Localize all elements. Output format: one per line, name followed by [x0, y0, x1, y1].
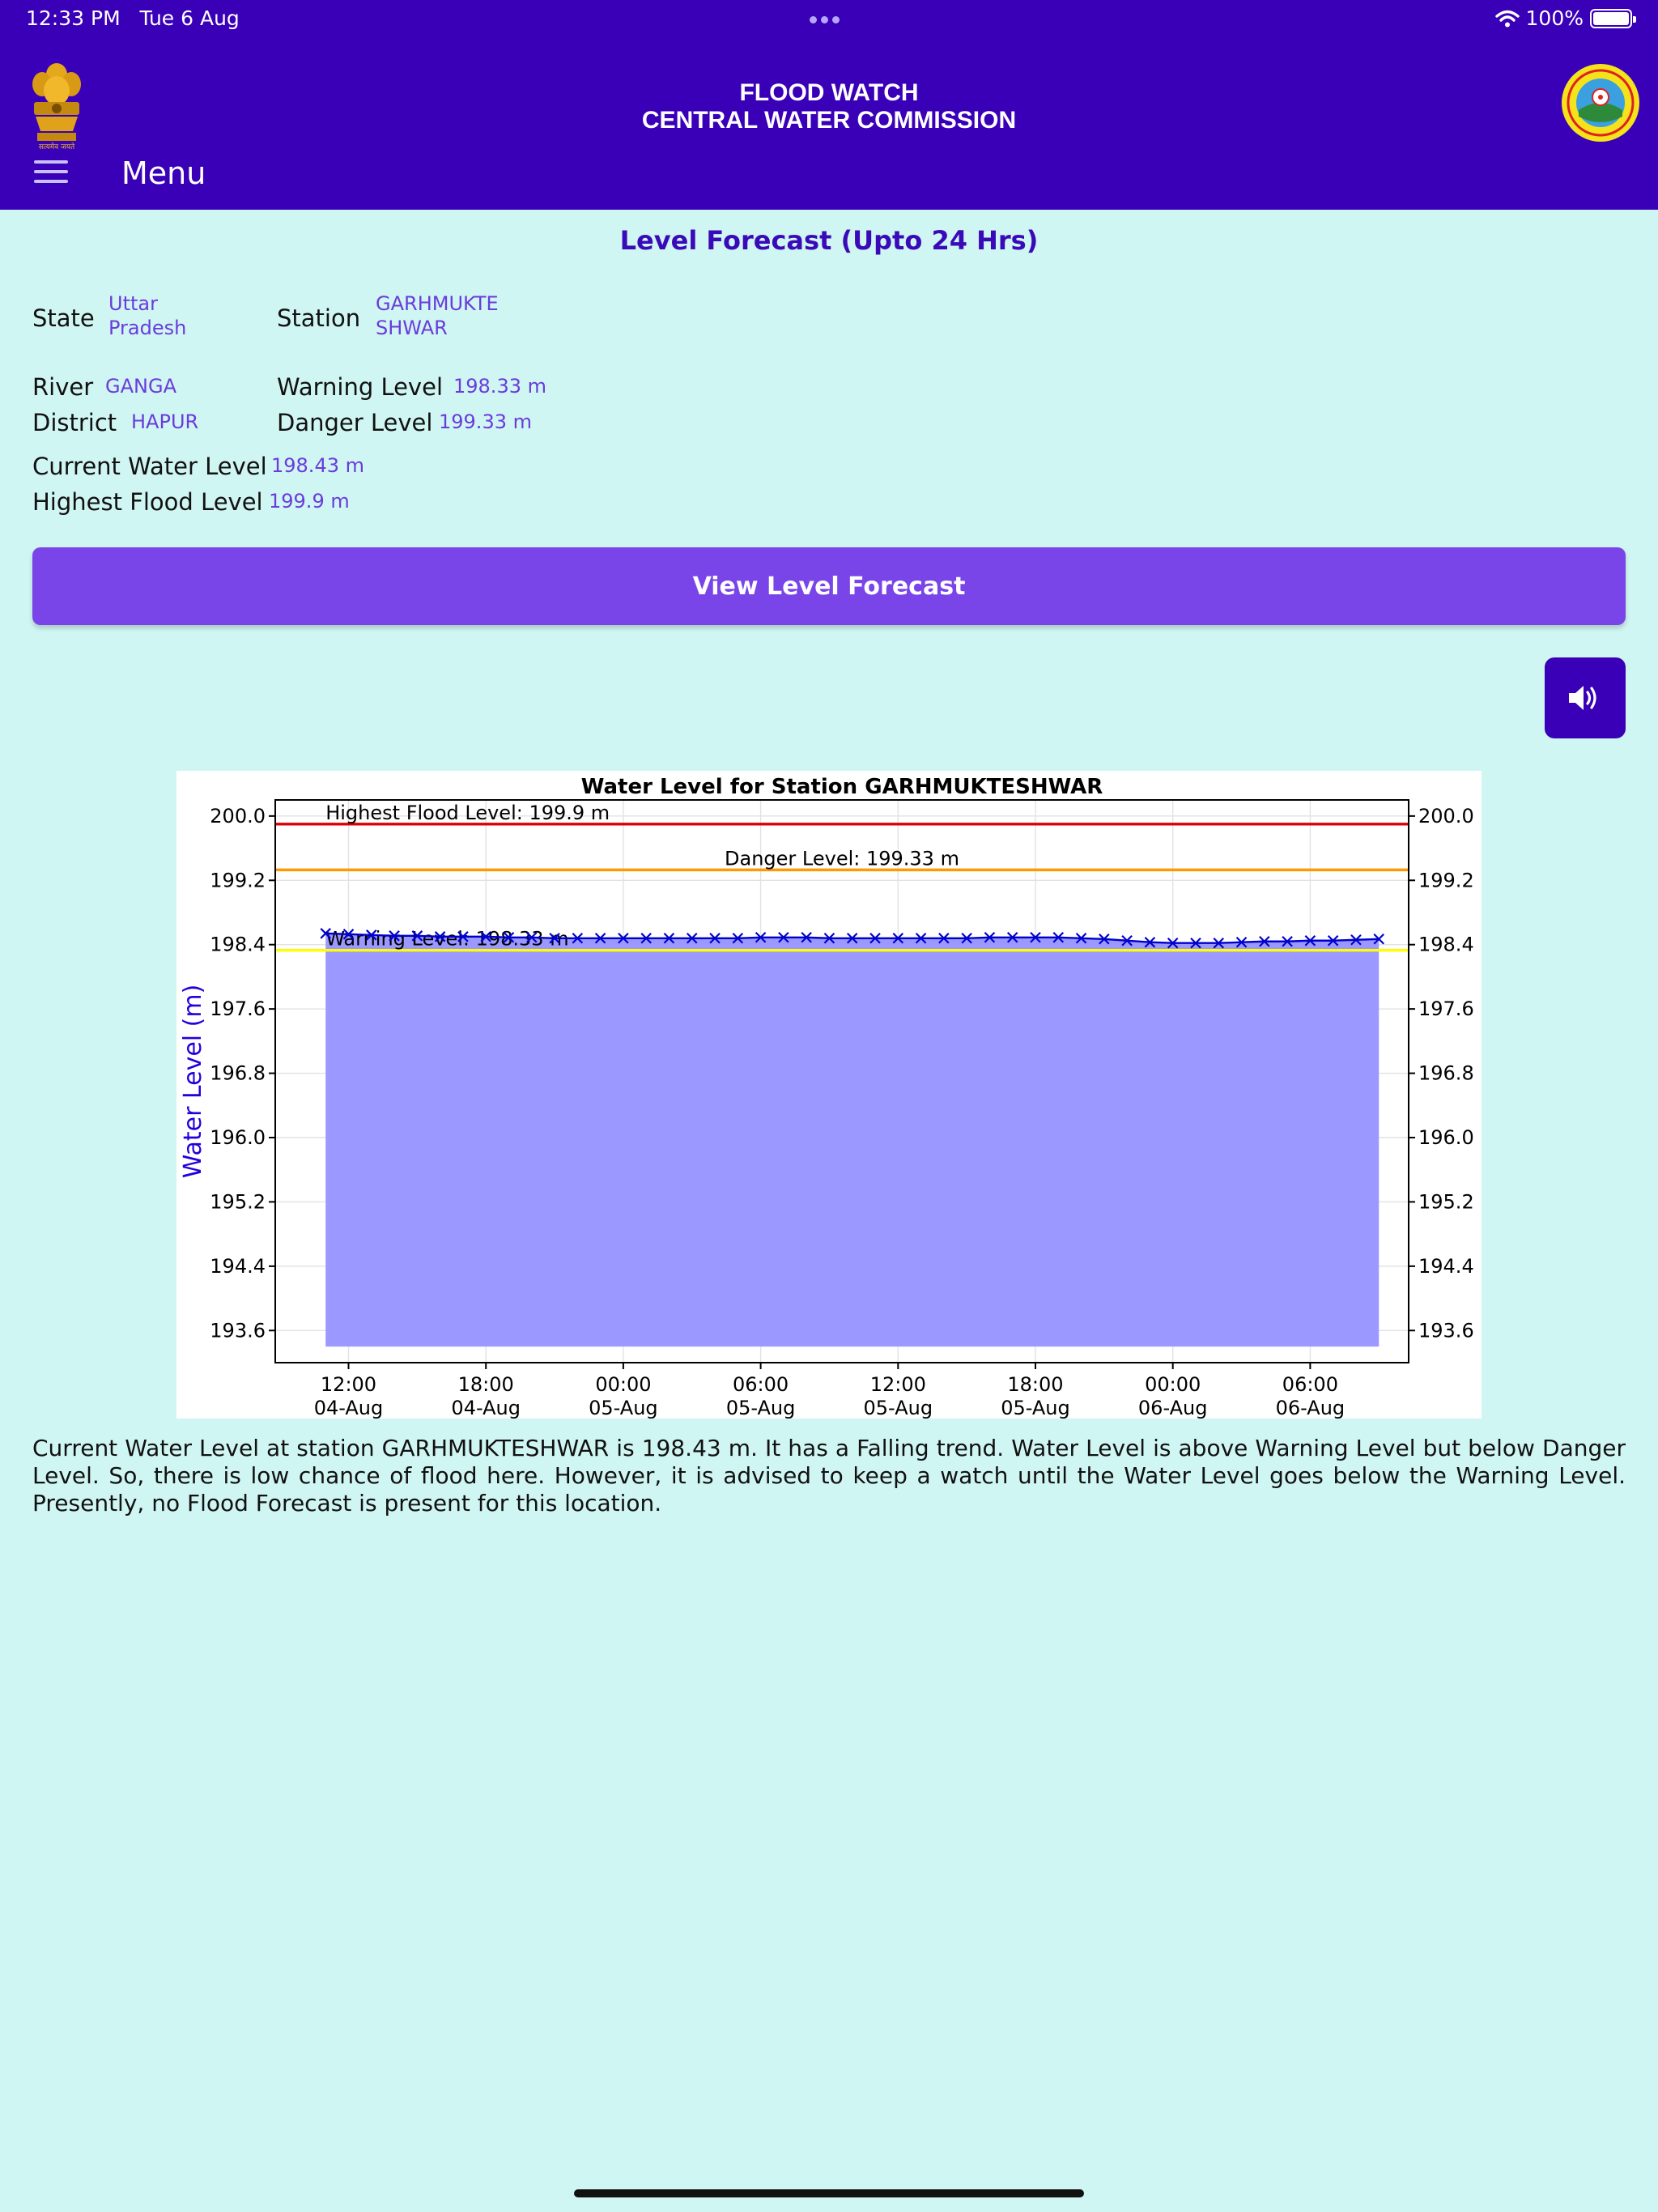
app-title-line1: FLOOD WATCH — [739, 79, 919, 106]
x-tick-date-6: 06-Aug — [1137, 1397, 1208, 1419]
y-tick-label-left-2: 198.4 — [210, 933, 266, 956]
status-right — [1495, 6, 1632, 30]
state-value-line1: Uttar — [108, 292, 158, 315]
status-clock: 12:33 PM — [26, 6, 121, 30]
app-title-line2: CENTRAL WATER COMMISSION — [641, 107, 1017, 134]
x-tick-date-4: 05-Aug — [863, 1397, 933, 1419]
x-tick-time-5: 18:00 — [1007, 1373, 1064, 1396]
status-bar — [0, 0, 1658, 39]
danger-level-label: Danger Level — [277, 409, 433, 436]
station-label: Station — [277, 304, 361, 332]
home-indicator[interactable] — [574, 2189, 1084, 2197]
state-value — [108, 291, 186, 340]
y-tick-label-left-8: 193.6 — [210, 1319, 266, 1342]
y-axis-label: Water Level (m) — [179, 984, 207, 1179]
forecast-description: Current Water Level at station GARHMUKTESHWAR is 198.43 m. It has a Falling trend. Water Level is above Warning Level but below Danger Level. So, there is low chance of flood here. However, it is advised to keep a watch until the Water Level goes below the Warning Level. Presently, no Flood Forecast is present for this location. — [32, 1435, 1626, 1516]
water-level-chart-svg — [176, 771, 1482, 1419]
river-label: River — [32, 373, 94, 401]
y-tick-label-right-7: 194.4 — [1418, 1254, 1474, 1278]
y-tick-label-right-3: 197.6 — [1418, 998, 1474, 1021]
app-title — [0, 79, 1658, 134]
y-tick-label-right-0: 200.0 — [1418, 804, 1474, 827]
state-value-line2: Pradesh — [108, 317, 187, 339]
battery-percent: 100% — [1525, 6, 1584, 30]
station-value-line2: SHWAR — [376, 317, 448, 339]
x-tick-date-1: 04-Aug — [451, 1397, 521, 1419]
status-date: Tue 6 Aug — [139, 6, 240, 30]
station-value-line1: GARHMUKTE — [376, 292, 499, 315]
speaker-icon — [1567, 682, 1603, 714]
y-tick-label-left-1: 199.2 — [210, 869, 266, 892]
reference-label-0: Highest Flood Level: 199.9 m — [325, 801, 610, 824]
svg-text:सत्यमेव जयते: सत्यमेव जयते — [38, 143, 75, 151]
x-tick-time-0: 12:00 — [320, 1373, 377, 1396]
current-water-level-label: Current Water Level — [32, 453, 267, 480]
multitasking-dots-icon[interactable] — [810, 5, 848, 21]
danger-level-value: 199.33 m — [439, 410, 532, 433]
x-tick-date-0: 04-Aug — [313, 1397, 384, 1419]
x-tick-date-2: 05-Aug — [589, 1397, 658, 1419]
app-header — [0, 0, 1658, 210]
x-tick-time-3: 06:00 — [733, 1373, 789, 1396]
warning-level-value: 198.33 m — [453, 375, 546, 398]
y-tick-label-left-7: 194.4 — [210, 1254, 266, 1278]
x-tick-date-7: 06-Aug — [1275, 1397, 1346, 1419]
x-tick-time-1: 18:00 — [457, 1373, 514, 1396]
water-level-area — [325, 934, 1379, 1346]
x-tick-time-4: 12:00 — [869, 1373, 926, 1396]
x-tick-time-2: 00:00 — [595, 1373, 652, 1396]
district-label: District — [32, 409, 117, 436]
station-value — [376, 291, 499, 340]
water-level-chart — [176, 771, 1482, 1419]
y-tick-label-left-4: 196.8 — [210, 1061, 266, 1085]
x-tick-time-6: 00:00 — [1145, 1373, 1201, 1396]
y-tick-label-right-2: 198.4 — [1418, 933, 1474, 956]
menu-hamburger-icon[interactable] — [34, 160, 68, 188]
y-tick-label-left-0: 200.0 — [210, 804, 266, 827]
status-time — [26, 6, 240, 30]
speaker-button[interactable] — [1545, 657, 1626, 738]
district-value: HAPUR — [131, 410, 199, 433]
y-tick-label-right-6: 195.2 — [1418, 1190, 1474, 1214]
y-tick-label-right-4: 196.8 — [1418, 1061, 1474, 1085]
y-tick-label-left-5: 196.0 — [210, 1126, 266, 1149]
y-tick-label-right-8: 193.6 — [1418, 1319, 1474, 1342]
cwc-logo-icon — [1561, 63, 1640, 143]
reference-label-2: Warning Level: 198.33 m — [325, 927, 569, 951]
x-tick-date-3: 05-Aug — [725, 1397, 796, 1419]
battery-icon — [1590, 9, 1632, 28]
x-tick-date-5: 05-Aug — [1001, 1397, 1070, 1419]
chart-title: Water Level for Station GARHMUKTESHWAR — [580, 775, 1103, 799]
y-tick-label-right-5: 196.0 — [1418, 1126, 1474, 1149]
river-value: GANGA — [105, 375, 176, 398]
y-tick-label-left-6: 195.2 — [210, 1190, 266, 1214]
page-title: Level Forecast (Upto 24 Hrs) — [619, 225, 1039, 256]
highest-flood-level-label: Highest Flood Level — [32, 488, 263, 516]
view-level-forecast-button[interactable]: View Level Forecast — [32, 547, 1626, 625]
reference-label-1: Danger Level: 199.33 m — [725, 847, 959, 870]
y-tick-label-left-3: 197.6 — [210, 998, 266, 1021]
menu-label[interactable]: Menu — [121, 155, 206, 191]
wifi-icon — [1495, 9, 1520, 28]
y-tick-label-right-1: 199.2 — [1418, 869, 1474, 892]
warning-level-label: Warning Level — [277, 373, 443, 401]
current-water-level-value: 198.43 m — [271, 454, 364, 477]
state-label: State — [32, 304, 95, 332]
x-tick-time-7: 06:00 — [1282, 1373, 1338, 1396]
highest-flood-level-value: 199.9 m — [269, 490, 350, 513]
